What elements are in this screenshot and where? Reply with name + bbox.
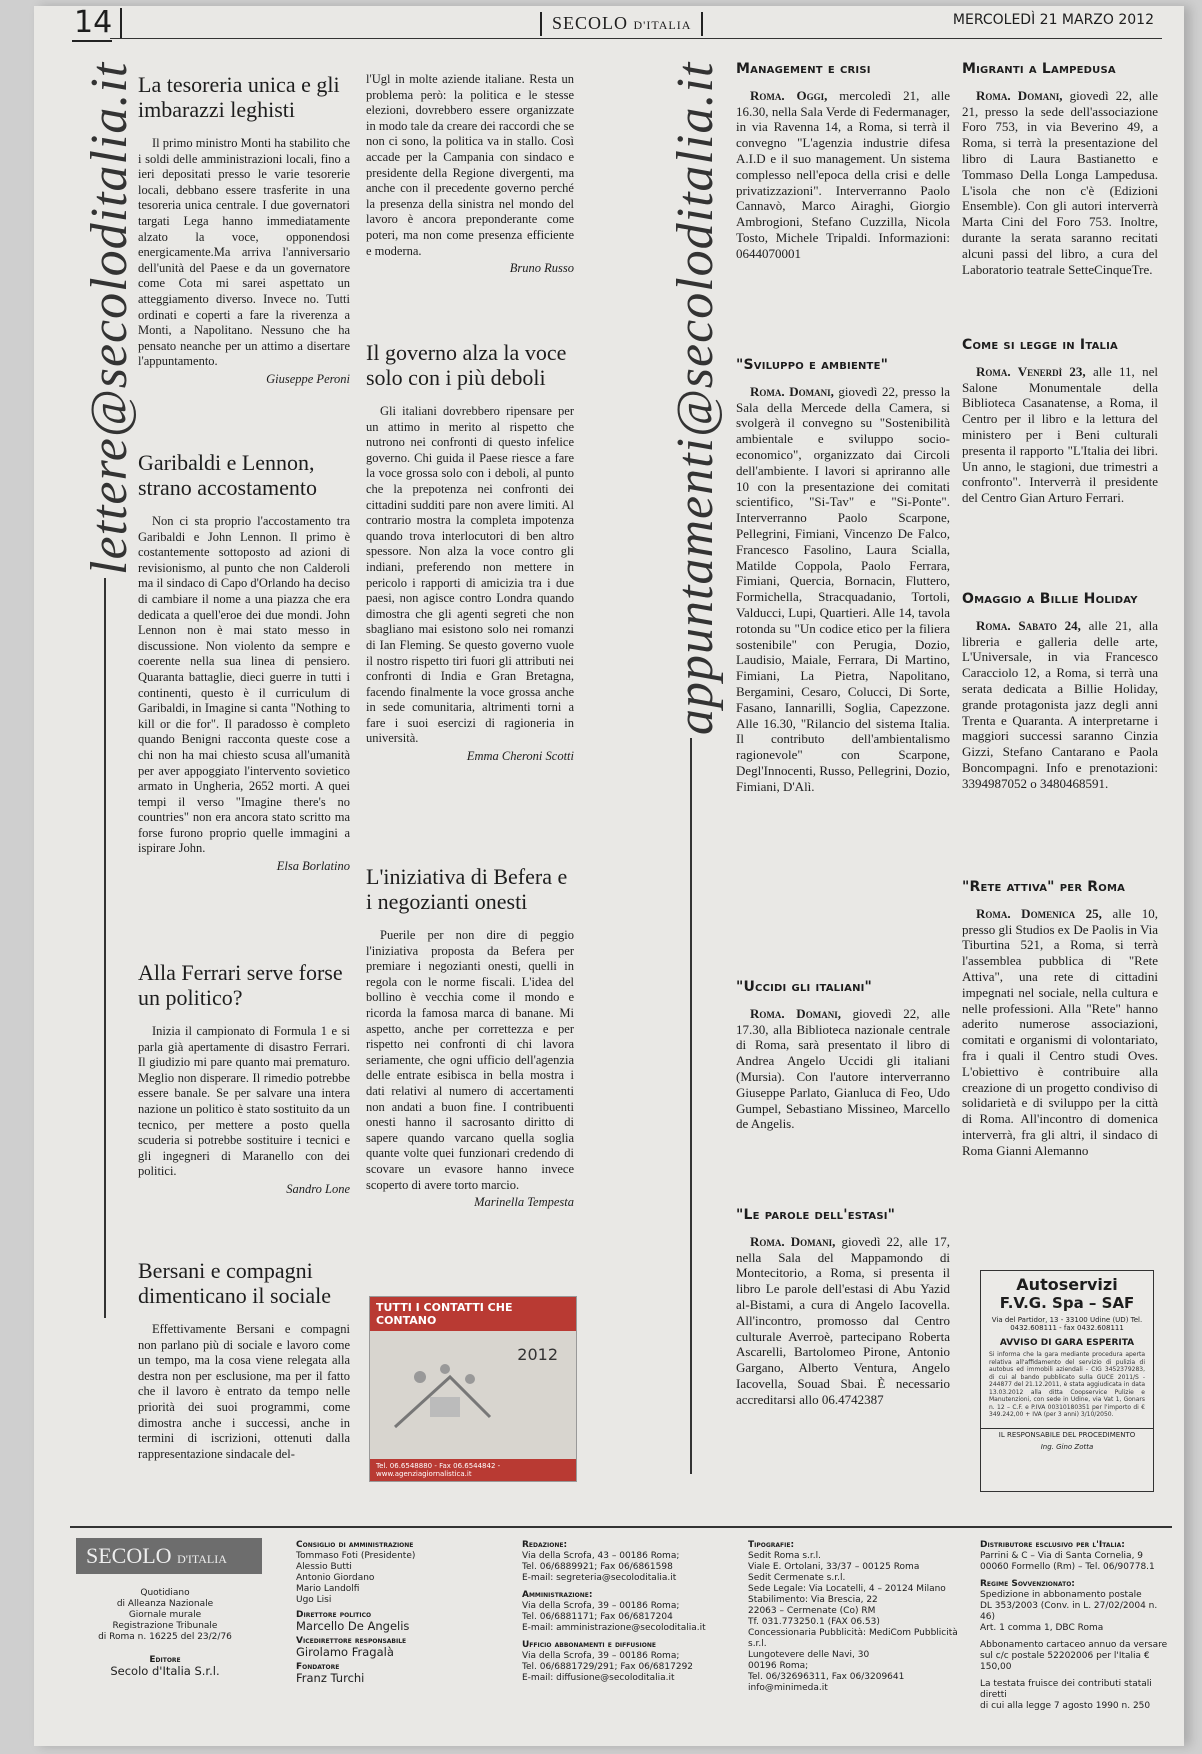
autoservizi-responsible-name: Ing. Gino Zotta <box>1040 1442 1094 1451</box>
letter-signature: Marinella Tempesta <box>474 1195 574 1210</box>
event-lead: Roma. Domani, <box>976 87 1063 103</box>
footer-amministrazione-line: Via della Scrofa, 39 – 00186 Roma; <box>522 1601 680 1611</box>
footer-tipografie-line[interactable]: info@minimeda.it <box>748 1683 828 1693</box>
footer-regime-label: Regime Sovvenzionato: <box>980 1579 1075 1589</box>
ad-year: 2012 <box>517 1345 558 1364</box>
ad-banner: TUTTI I CONTATTI CHE CONTANO <box>370 1297 576 1331</box>
footer-tipografie-line: Stabilimento: Via Brescia, 22 <box>748 1595 878 1605</box>
footer-tipografie-label: Tipografie: <box>748 1540 795 1550</box>
footer-vice: Girolamo Fragalà <box>296 1645 394 1659</box>
footer-tipografie-line: Tf. 031.773250.1 (FAX 06.53) <box>748 1617 880 1627</box>
page-number: 14 <box>72 8 122 38</box>
footer-amministrazione-label: Amministrazione: <box>522 1590 593 1600</box>
letter-title: Garibaldi e Lennon, strano accostamento <box>138 450 317 500</box>
footer-founder: Franz Turchi <box>296 1671 365 1685</box>
autoservizi-company: F.V.G. Spa – SAF <box>999 1294 1135 1312</box>
event-lead: Roma. Domani, <box>750 1005 841 1021</box>
footer-abbonamenti-label: Ufficio abbonamenti e diffusione <box>522 1640 657 1650</box>
event-sviluppo-ambiente <box>736 358 950 795</box>
footer-distributore-line: Parrini & C – Via di Santa Cornelia, 9 <box>980 1551 1144 1561</box>
footer-board-member: Ugo Lisi <box>296 1595 332 1605</box>
autoservizi-notice[interactable] <box>980 1270 1154 1492</box>
footer-editor-label: Editore <box>149 1655 181 1665</box>
event-section-title: Come si legge in Italia <box>962 337 1118 353</box>
letter-befera <box>366 864 574 1211</box>
footer-testata-line: La testata fruisce dei contributi statali diretti <box>980 1679 1152 1700</box>
letter-signature: Sandro Lone <box>286 1181 350 1196</box>
footer-vice-label: Vicedirettore responsabile <box>296 1636 407 1646</box>
letter-signature: Bruno Russo <box>509 261 574 276</box>
footer-regime-line: Art. 1 comma 1, DBC Roma <box>980 1623 1104 1633</box>
footer-intro-line: di Roma n. 16225 del 23/2/76 <box>98 1632 232 1642</box>
letter-title: Il governo alza la voce solo con i più deboli <box>366 340 567 390</box>
letter-signature: Emma Cheroni Scotti <box>466 749 574 764</box>
footer-founder-label: Fondatore <box>296 1662 340 1672</box>
event-section-title: Omaggio a Billie Holiday <box>962 591 1138 607</box>
autoservizi-notice-title: AVVISO DI GARA ESPERITA <box>999 1338 1135 1348</box>
footer-redazione-line: Via della Scrofa, 43 – 00186 Roma; <box>522 1551 680 1561</box>
footer-director: Marcello De Angelis <box>296 1619 410 1633</box>
footer-intro-line: Giornale murale <box>128 1610 202 1620</box>
footer-redazione-line: Tel. 06/6889921; Fax 06/6861598 <box>522 1562 673 1572</box>
event-body: alle 11, nel Salone Monumentale della Biblioteca Casanatense, a Roma, il Centro per il libro e la lettura del ministero per i Beni culturali presenta il rapporto "L'Italia dei libri. Un anno, le stagioni, due trimestri a confronto". Interverrà il presidente del Centro Gian Arturo Ferrari. <box>962 363 1158 506</box>
letter-signature: Giuseppe Peroni <box>266 371 350 386</box>
event-lead: Roma. Sabato 24, <box>976 617 1081 633</box>
event-parole-estasi <box>736 1208 950 1408</box>
event-billie-holiday <box>962 592 1158 792</box>
footer-board-label: Consiglio di amministrazione <box>296 1540 414 1550</box>
event-section-title: Migranti a Lampedusa <box>962 61 1116 77</box>
events-email-label: appuntamenti@secoloditalia.it <box>667 61 724 735</box>
footer-tipografie-line: Tel. 06/32696311, Fax 06/3209641 <box>748 1672 905 1682</box>
event-lead: Roma. Domani, <box>750 383 834 399</box>
footer-intro-line: Registrazione Tribunale <box>112 1621 218 1631</box>
footer-editor: Secolo d'Italia S.r.l. <box>110 1664 220 1678</box>
event-body: alle 21, alla libreria e galleria delle arte, L'Universale, in via Francesco Caracciolo 12, a Roma, si terrà una serata dedicata a Billie Holiday, grande protagonista jazz degli anni Trenta e Quaranta. A interpretarne i maggiori successi saranno Cinzia Gizzi, Stefano Cantarano e Paola Boncompagni. Info e prenotazioni: 3394987052 o 3480468591. <box>962 617 1159 791</box>
footer-amministrazione-line: Tel. 06/6881171; Fax 06/6817204 <box>522 1612 673 1622</box>
letter-title: L'iniziativa di Befera e i negozianti onesti <box>366 864 568 914</box>
event-lead: Roma. Venerdì 23, <box>976 363 1086 379</box>
footer-board-member: Alessio Butti <box>296 1562 352 1572</box>
colophon-rule <box>70 1526 1172 1528</box>
letter-body: Non ci sta proprio l'accostamento tra Garibaldi e John Lennon. Il primo è costantemente sottoposto ad azioni di revisionismo, al punto che non Calderoli ma il sindaco di Capo d'Orlando ha deciso di cambiare il nome a una piazza che era dedicata a quell'eroe dei due mondi. John Lennon non è mai stato messo in discussione. Non violento da sempre e coerente nella sua linea di pensiero. Quaranta battaglie, dieci guerre in tutti i continenti, questo è il curriculum di Garibaldi, in Imagine si canta "Nothing to kill or die for". Il paradosso è completo quando Benigni racconta queste cose a chi non ha mai chiesto scusa all'umanità per aver appoggiato l'intervento sovietico armato in Ungheria, 2652 morti. A quei tempi il verso "Imagine there's no countries" non era ancora stato scritto ma forse furono proprio quelle immagini a ispirare John. <box>138 514 350 856</box>
ad-graphic-icon <box>390 1357 500 1437</box>
footer-tipografie-line: 00196 Roma; <box>748 1661 809 1671</box>
footer-tipografie-line: Lungotevere delle Navi, 30 <box>748 1650 870 1660</box>
footer-intro <box>70 1588 260 1677</box>
masthead <box>540 12 703 36</box>
event-body: giovedì 22, presso la Sala della Mercede della Camera, si svolgerà il convegno su "Sostenibilità ambientale e sviluppo socio-economico", organizzato dai Circoli dell'ambiente. I lavori si apriranno alle 10 con la presentazione dei comitati scientifico, "Si-Tav" e "Si-Ponte". Interverranno Paolo Scarpone, Pellegrini, Fimiani, Vincenzo De Falco, Francesco Fasolino, Laura Scialla, Matilde Coppola, Paolo Ferrara, Fimiani, Quercia, Bornacin, Fluttero, Formichella, Stracquadanio, Tortoli, Valducci, Lupi, Quartieri. Alle 14, tavola rotonda su "Un codice etico per la filiera sostenibile" con Perugia, Dozio, Laudisio, Maiale, Ferrara, Di Martino, Fimiani, La Pietra, Napolitano, Bergamini, Cesaro, Colucci, Di Sorte, Fasano, Iannarilli, Soglia, Capezzone. Alle 16.30, "Rilancio del sistema Italia. Il contributo dell'ambientalismo ragionevole" con Scarpone, Degl'Innocenti, Russo, Pellegrini, Dozio, Fimiani, D'Alì. <box>736 383 950 794</box>
contacts-advertisement[interactable] <box>369 1296 577 1482</box>
footer-abbon-line: Abbonamento cartaceo annuo da versare <box>980 1640 1168 1650</box>
event-come-si-legge <box>962 338 1158 506</box>
footer-tipografie-line: 22063 – Cermenate (Co) RM <box>748 1606 876 1616</box>
header-rule <box>110 38 1162 39</box>
footer-contacts <box>522 1540 722 1684</box>
event-body: giovedì 22, alle 17.30, alla Biblioteca nazionale centrale di Roma, sarà presentato il libro di Andrea Angelo Uccidi gli italiani (Mursia). Con l'autore interverranno Giuseppe Parlato, Gianluca di Feo, Udo Gumpel, Sebastiano Missineo, Marcello de Angelis. <box>736 1005 950 1132</box>
event-section-title: "Le parole dell'estasi" <box>736 1207 896 1223</box>
letter-body: Il primo ministro Monti ha stabilito che i soldi delle amministrazioni locali, fino a ieri depositati presso le varie tesorerie locali, debbano essere trasferite in una tesoreria unica centrale. I due governatori targati Lega hanno immediatamente alzato la voce, opponendosi energicamente.Ma arriva l'anniversario dell'unità del Paese e da un governatore come Cota mi sarei aspettato un atteggiamento diverso. Invece no. Tutti ordinati e coperti a fare la riverenza a Monti, a Napolitano. Nessuno che ha pensato neanche per un attimo a disertare l'appuntamento. <box>138 136 350 369</box>
footer-redazione-line[interactable]: E-mail: segreteria@secoloditalia.it <box>522 1573 677 1583</box>
letter-body: Gli italiani dovrebbero ripensare per un attimo in merito al rispetto che nutrono nei confronti di questo infelice governo. Chi guida il Paese riesce a fare la voce grossa solo con i deboli, al punto che la prepotenza nei confronti dei cittadini sudditi pare non avere limiti. Al contrario mostra la completa impotenza quando trova interlocutori di ben altro spessore. Non alza la voce contro gli indiani, preferendo non mettere in pericolo i rapporti di amicizia tra i due paesi, non agisce contro Londra quando dimostra che gli agenti segreti che non sbagliano mai esistono solo nei romanzi di Ian Fleming. Se questo governo vuole il nostro rispetto tiri fuori gli attributi nei confronti di India e Gran Bretagna, facendo finalmente la voce grossa anche in sede comunitaria, altrimenti torni a fare i suoi esercizi di ragioneria in università. <box>366 404 574 746</box>
letter-tesoreria <box>138 72 350 388</box>
event-section-title: "Rete attiva" per Roma <box>962 879 1126 895</box>
footer-intro-line: Quotidiano <box>140 1588 190 1598</box>
ad-footer: Tel. 06.6548880 - Fax 06.6544842 - www.agenziagiornalistica.it <box>370 1459 576 1481</box>
event-migranti-lampedusa <box>962 62 1158 277</box>
letter-title: Bersani e compagni dimenticano il sociale <box>138 1258 332 1308</box>
footer-logo-text: SECOLO <box>86 1543 172 1568</box>
autoservizi-responsible: IL RESPONSABILE DEL PROCEDIMENTO <box>981 1428 1153 1439</box>
event-section-title: Management e crisi <box>736 61 871 77</box>
footer-board-member: Mario Landolfi <box>296 1584 360 1594</box>
letter-governo <box>366 340 574 765</box>
footer-distributore-line: 00060 Formello (Rm) – Tel. 06/90778.1 <box>980 1562 1155 1572</box>
event-rete-attiva <box>962 880 1158 1159</box>
events-vertical-rule <box>690 738 692 1474</box>
footer-testata-line: di cui alla legge 7 agosto 1990 n. 250 <box>980 1701 1151 1711</box>
footer-board <box>296 1540 486 1684</box>
letter-title: Alla Ferrari serve forse un politico? <box>138 960 343 1010</box>
footer-distributore-label: Distributore esclusivo per l'Italia: <box>980 1540 1125 1550</box>
footer-tipografie-line: Concessionaria Pubblicità: MediCom Pubblicità s.r.l. <box>748 1628 958 1649</box>
footer-regime-line: DL 353/2003 (Conv. in L. 27/02/2004 n. 46) <box>980 1601 1158 1622</box>
footer-abbon-line: sul c/c postale 52202006 per l'Italia € 150,00 <box>980 1651 1150 1672</box>
footer-tipografie-line: Sedit Roma s.r.l. <box>748 1551 821 1561</box>
event-body: alle 10, presso gli Studios ex De Paolis in Via Tiburtina 521, a Roma, si terrà l'assemblea pubblica di "Rete Attiva", una rete di cittadini impegnati nel sociale, nella cultura e nelle professioni. Alla "Rete" hanno aderito numerose associazioni, comitati e organismi di volontariato, fra i quali il Centro studi Oves. L'obiettivo è contribuire alla creazione di un progetto condiviso di solidarietà e di sviluppo per la città di Roma. All'incontro di domenica interverrà, fra gli altri, il sindaco di Roma Gianni Alemanno <box>962 905 1159 1158</box>
footer-printers <box>748 1540 970 1694</box>
letter-bersani <box>138 1258 350 1462</box>
footer-redazione-label: Redazione: <box>522 1540 568 1550</box>
footer-tipografie-line: Sedit Cermenate s.r.l. <box>748 1573 846 1583</box>
footer-regime-line: Spedizione in abbonamento postale <box>980 1590 1142 1600</box>
page-number-rule <box>72 40 112 42</box>
footer-abbonamenti-line: Tel. 06/6881729/291; Fax 06/6817292 <box>522 1662 694 1672</box>
footer-abbonamenti-line[interactable]: E-mail: diffusione@secoloditalia.it <box>522 1673 675 1683</box>
footer-logo <box>76 1538 262 1574</box>
footer-board-member: Antonio Giordano <box>296 1573 375 1583</box>
event-lead: Roma. Domani, <box>750 1233 836 1249</box>
footer-amministrazione-line[interactable]: E-mail: amministrazione@secoloditalia.it <box>522 1623 706 1633</box>
footer-tipografie-line: Viale E. Ortolani, 33/37 – 00125 Roma <box>748 1562 920 1572</box>
masthead-title: SECOLO <box>552 13 629 33</box>
letter-bersani-continued <box>366 72 574 277</box>
footer-intro-line: di Alleanza Nazionale <box>116 1599 214 1609</box>
event-body: giovedì 22, alle 17, nella Sala del Mappamondo di Montecitorio, a Roma, si presenta il libro Le parole dell'estasi di Abu Yazid al-Bistami, a cura di Angelo Iacovella. All'incontro, promosso dal Centro culturale Averroè, partecipano Roberta Ascarelli, Bartolomeo Pirone, Antonio Gargano, Alberto Ventura, Angelo Iacovella, Souad Sbai. È necessario accreditarsi allo 06.4742387 <box>736 1233 950 1407</box>
autoservizi-address: Via del Partidor, 13 - 33100 Udine (UD) Tel. 0432.608111 - fax 0432.608111 <box>991 1316 1143 1332</box>
footer-logo-small: D'ITALIA <box>177 1552 227 1566</box>
letter-garibaldi <box>138 450 350 875</box>
event-body: giovedì 22, alle 21, presso la sede dell'associazione Foro 753, in via Beverino 49, a Roma, si terrà la presentazione del libro di Laura Bastianetto e Tommaso Della Longa Lampedusa. L'isola che non c'è (Edizioni Ensemble). Con gli autori interverrà Marta Cini del Foro 753. Inoltre, durante la serata saranno recitati alcuni passi del libro, a cura del Laboratorio teatrale SetteCinqueTre. <box>962 87 1158 277</box>
letter-body: Puerile per non dire di peggio l'iniziativa proposta da Befera per premiare i negozianti onesti, quelli in regola con le norme fiscali. L'idea del bollino è vecchia come il mondo e ricorda la famosa marca di banane. Mi aspetto, anche per correttezza e per rispetto nei confronti di chi lavora seriamente, che ogni ufficio dell'agenzia delle entrate esibisca in bella mostra i dati relativi al numero di accertamenti non andati a buon fine. I contribuenti onesti hanno il sacrosanto diritto di sapere quando varcano quella soglia quante volte quei funzionari credendo di scovare un evasore hanno invece scoperto di avere torto marcio. <box>366 928 574 1192</box>
autoservizi-fine-print: Si informa che la gara mediante procedura aperta relativa all'affidamento del servizio di pulizia di autobus ed immobili aziendali - CIG 3452379283, di cui al bando pubblicato sulla GUCE 2011/S - 244877 del 21.12.2011, è stata aggiudicata in data 13.03.2012 alla ditta Coopservice Pulizie e Manutenzioni, con sede in Udine, via Vat 1, Gonars n. 12 – C.F. e P.IVA 00310180351 per l'importo di € 349.242,00 + IVA (per 3 anni) 3/10/2050. <box>989 1351 1145 1418</box>
letter-body: Effettivamente Bersani e compagni non parlano più di sociale e lavoro come un tempo, ma la cosa viene relegata alla destra non per esclusione, ma per il fatto che il lavoro è entrato da tempo nelle priorità dei suoi programmi, come dimostra anche i successi, anche in termini di iscrizioni, ottenuti dalla rappresentazione sindacale del- <box>138 1322 350 1461</box>
issue-date: MERCOLEDÌ 21 MARZO 2012 <box>952 12 1154 28</box>
event-uccidi-italiani <box>736 980 950 1132</box>
event-lead: Roma. Oggi, <box>750 87 828 103</box>
letter-body: Inizia il campionato di Formula 1 e si parla già apertamente di disastro Ferrari. Il giudizio mi pare quanto mai prematuro. Meglio non disperare. Il rimedio potrebbe essere banale. Se per salvare una intera nazione un politico è stato sostituito da un tecnico, per mettere a posto quella scuderia si potrebbe sostituire i tecnici e gli ingegneri di Maranello con dei politici. <box>138 1024 350 1179</box>
autoservizi-title: Autoservizi <box>1016 1275 1118 1294</box>
footer-director-label: Direttore politico <box>296 1610 372 1620</box>
event-section-title: "Sviluppo e ambiente" <box>736 357 889 373</box>
masthead-small: D'ITALIA <box>633 18 692 32</box>
event-management-crisi <box>736 62 950 262</box>
footer-tipografie-line: Sede Legale: Via Locatelli, 4 – 20124 Milano <box>748 1584 946 1594</box>
event-body: mercoledì 21, alle 16.30, nella Sala Verde di Federmanager, in via Ravenna 14, a Roma, si terrà il convegno "L'agenzia industrie difesa A.I.D e il suo management. Un sistema complesso nell'epoca della crisi e delle privatizzazioni". Interverranno Paolo Cannavò, Marco Airaghi, Giorgio Ambrogioni, Stefano Cuzzilla, Nicola Tosto, Michele Tripaldi. Informazioni: 0644070001 <box>736 87 950 261</box>
footer-board-member: Tommaso Foti (Presidente) <box>296 1551 416 1561</box>
footer-abbonamenti-line: Via della Scrofa, 39 – 00186 Roma; <box>522 1651 680 1661</box>
letter-title: La tesoreria unica e gli imbarazzi leghisti <box>138 72 340 122</box>
letter-signature: Elsa Borlatino <box>276 859 350 874</box>
letter-ferrari <box>138 960 350 1198</box>
footer-distribution <box>980 1540 1170 1712</box>
event-lead: Roma. Domenica 25, <box>976 905 1102 921</box>
event-section-title: "Uccidi gli italiani" <box>736 979 873 995</box>
letters-vertical-rule <box>104 578 106 1318</box>
colophon <box>70 1526 1172 1718</box>
letter-body: l'Ugl in molte aziende italiane. Resta un problema però: la politica e le stesse elezioni, dovrebbero essere organizzate in modo tale da creare dei raccordi che se non ci sono, la politica va in stallo. Così accade per la Campania con sindaco e presidente della Regione divergenti, ma anche con il precedente governo perché la presenza della sinistra nel mondo del lavoro è ancora preponderante come poteri, ma non come presenza efficiente e moderna. <box>366 72 574 258</box>
letters-email-label: lettere@secoloditalia.it <box>81 61 138 575</box>
